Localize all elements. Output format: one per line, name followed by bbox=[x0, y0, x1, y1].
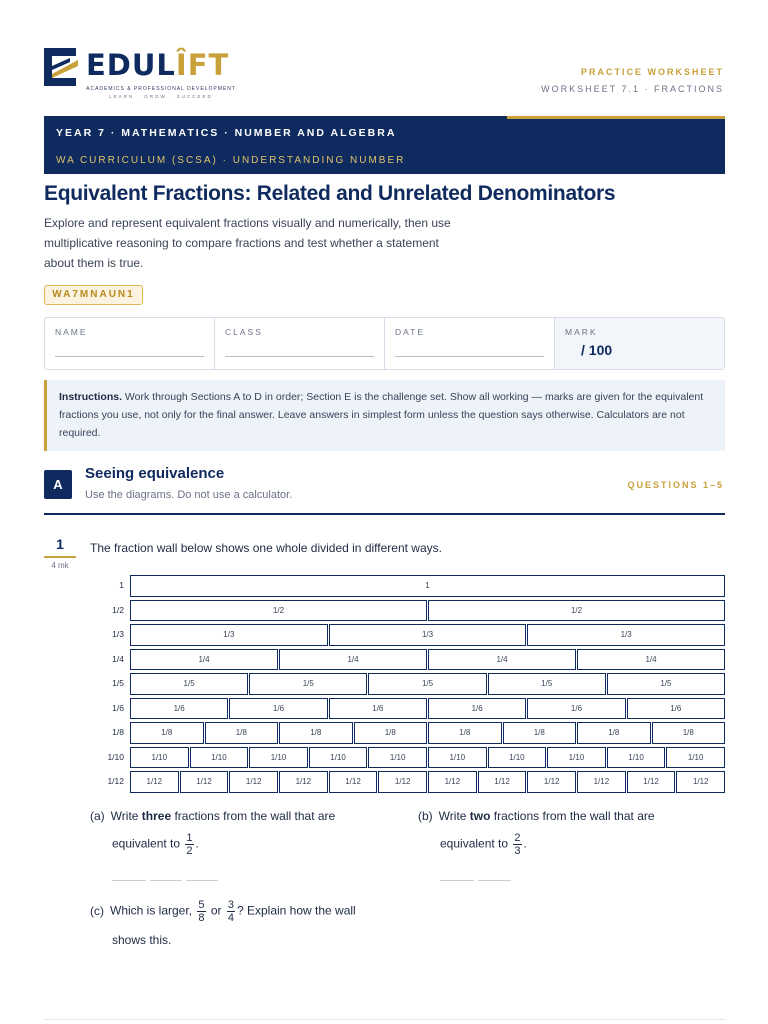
part-b-line-2: equivalent to $\frac{2}{3}$ . bbox=[440, 832, 527, 857]
fraction-cell: 1/6 bbox=[627, 698, 725, 720]
fraction-wall-row bbox=[100, 624, 725, 646]
fraction-cell: 1/12 bbox=[329, 771, 378, 793]
fraction-cell: 1/10 bbox=[249, 747, 308, 769]
fraction-cell: 1/8 bbox=[652, 722, 726, 744]
fraction-cell: 1/10 bbox=[309, 747, 368, 769]
fraction-one-half: $\frac{1}{2}$ bbox=[186, 832, 193, 857]
banner-line-1: YEAR 7 · MATHEMATICS · NUMBER AND ALGEBRA bbox=[56, 127, 397, 139]
fraction-cell: 1/12 bbox=[229, 771, 278, 793]
fraction-cell: 1/8 bbox=[577, 722, 651, 744]
fraction-wall-row bbox=[100, 673, 725, 695]
fraction-wall bbox=[100, 575, 725, 796]
fraction-wall-row bbox=[100, 747, 725, 769]
fraction-cell: 1/12 bbox=[627, 771, 676, 793]
row-label: 1/4 bbox=[112, 653, 124, 664]
fraction-cell: 1/12 bbox=[378, 771, 427, 793]
question-number: 1 bbox=[56, 536, 64, 552]
row-label: 1/6 bbox=[112, 702, 124, 713]
fraction-cell: 1/8 bbox=[205, 722, 279, 744]
fraction-cell: 1/12 bbox=[527, 771, 576, 793]
fraction-cell: 1 bbox=[130, 575, 725, 597]
row-cells bbox=[130, 624, 725, 646]
page-title: Equivalent Fractions: Related and Unrelated Denominators bbox=[44, 182, 616, 205]
fraction-wall-row bbox=[100, 771, 725, 793]
row-label: 1/3 bbox=[112, 629, 124, 639]
fraction-cell: 1/3 bbox=[130, 624, 328, 646]
fraction-cell: 1/8 bbox=[354, 722, 428, 744]
fraction-cell: 1/8 bbox=[279, 722, 353, 744]
brand-motto: LEARN · GROW · SUCCEED bbox=[109, 94, 213, 99]
fraction-wall-row bbox=[100, 722, 725, 744]
fraction-cell: 1/5 bbox=[488, 673, 606, 695]
footer-divider bbox=[44, 1019, 725, 1020]
fraction-cell: 1/12 bbox=[428, 771, 477, 793]
fraction-cell: 1/12 bbox=[478, 771, 527, 793]
fraction-cell: 1/10 bbox=[666, 747, 725, 769]
row-label: 1/8 bbox=[112, 727, 124, 737]
row-label: 1/12 bbox=[107, 776, 124, 786]
section-title: Seeing equivalence bbox=[85, 465, 225, 482]
worksheet-kicker: PRACTICE WORKSHEET bbox=[580, 67, 724, 77]
fraction-cell: 1/2 bbox=[130, 600, 427, 622]
brand-name: EDULÎFT bbox=[86, 48, 230, 82]
fraction-cell: 1/4 bbox=[577, 649, 725, 671]
mark-total: / 100 bbox=[581, 342, 613, 358]
answer-line[interactable] bbox=[440, 880, 474, 881]
fraction-cell: 1/6 bbox=[229, 698, 327, 720]
brand-tagline: ACADEMICS & PROFESSIONAL DEVELOPMENT bbox=[86, 86, 236, 92]
part-c-line-1: (c) Which is larger, $\frac{5}{8}$ or $\frac{3}{4}$ ? Explain how the wall bbox=[90, 899, 356, 924]
fraction-cell: 1/10 bbox=[428, 747, 487, 769]
fraction-wall-row bbox=[100, 600, 725, 622]
fraction-cell: 1/6 bbox=[527, 698, 625, 720]
part-a-line-2: equivalent to $\frac{1}{2}$ . bbox=[112, 832, 199, 857]
date-field[interactable]: DATE bbox=[385, 318, 555, 369]
student-details bbox=[44, 317, 725, 370]
fraction-cell: 1/2 bbox=[428, 600, 725, 622]
row-cells bbox=[130, 600, 725, 622]
answer-line[interactable] bbox=[186, 880, 218, 881]
row-label: 1 bbox=[119, 580, 124, 590]
banner-line-2: WA CURRICULUM (SCSA) · UNDERSTANDING NUMBER bbox=[56, 155, 406, 166]
page-intro: Explore and represent equivalent fractions visually and numerically, then use multiplicative reasoning to compare fractions and test whether a statement about them is true. bbox=[44, 216, 451, 270]
fraction-cell: 1/12 bbox=[180, 771, 229, 793]
name-field[interactable]: NAME bbox=[45, 318, 215, 369]
part-a-line-1: (a) Write three fractions from the wall that are bbox=[90, 809, 336, 823]
question-text: The fraction wall below shows one whole divided in different ways. bbox=[90, 541, 442, 555]
fraction-cell: 1/3 bbox=[527, 624, 725, 646]
fraction-wall-row bbox=[100, 649, 725, 671]
row-cells bbox=[130, 771, 725, 793]
fraction-cell: 1/12 bbox=[279, 771, 328, 793]
part-c-line-2: shows this. bbox=[112, 933, 172, 947]
fraction-cell: 1/10 bbox=[488, 747, 547, 769]
fraction-cell: 1/5 bbox=[130, 673, 248, 695]
fraction-cell: 1/4 bbox=[130, 649, 278, 671]
row-label: 1/10 bbox=[107, 751, 124, 762]
fraction-cell: 1/6 bbox=[428, 698, 526, 720]
question-marks: 4 mk bbox=[51, 561, 69, 570]
fraction-wall-row bbox=[100, 698, 725, 720]
fraction-cell: 1/12 bbox=[130, 771, 179, 793]
section-divider bbox=[44, 513, 725, 515]
section-subtitle: Use the diagrams. Do not use a calculator. bbox=[85, 489, 293, 501]
fraction-wall-row bbox=[100, 575, 725, 597]
row-label: 1/2 bbox=[112, 604, 124, 615]
row-cells bbox=[130, 673, 725, 695]
row-cells bbox=[130, 575, 725, 597]
instructions-box: Instructions. Work through Sections A to D in order; Section E is the challenge set. Show all working — marks are given for the equivalent fractions you use, not only for the final answer. Leave answers in simplest form unless the question says otherwise. Calculators are not required. bbox=[44, 380, 725, 451]
fraction-cell: 1/4 bbox=[279, 649, 427, 671]
fraction-cell: 1/10 bbox=[607, 747, 666, 769]
fraction-cell: 1/6 bbox=[329, 698, 427, 720]
fraction-cell: 1/10 bbox=[368, 747, 427, 769]
mark-field: MARK / 100 bbox=[555, 318, 724, 369]
fraction-cell: 1/8 bbox=[130, 722, 204, 744]
fraction-three-quarters: $\frac{3}{4}$ bbox=[227, 899, 234, 924]
part-b-line-1: (b) Write two fractions from the wall that are bbox=[418, 809, 655, 823]
row-cells bbox=[130, 747, 725, 769]
fraction-cell: 1/8 bbox=[428, 722, 502, 744]
worksheet-id: WORKSHEET 7.1 · FRACTIONS bbox=[541, 84, 724, 94]
fraction-cell: 1/5 bbox=[368, 673, 486, 695]
class-field[interactable]: CLASS bbox=[215, 318, 385, 369]
row-label: 1/5 bbox=[112, 678, 124, 688]
fraction-cell: 1/3 bbox=[329, 624, 527, 646]
curriculum-code-badge: WA7MNAUN1 bbox=[44, 285, 143, 305]
fraction-cell: 1/4 bbox=[428, 649, 576, 671]
fraction-cell: 1/10 bbox=[190, 747, 249, 769]
section-letter-badge: A bbox=[44, 470, 72, 499]
fraction-cell: 1/10 bbox=[130, 747, 189, 769]
fraction-cell: 1/12 bbox=[577, 771, 626, 793]
fraction-cell: 1/12 bbox=[676, 771, 725, 793]
fraction-cell: 1/6 bbox=[130, 698, 228, 720]
row-cells bbox=[130, 722, 725, 744]
answer-line[interactable] bbox=[478, 880, 511, 881]
edulift-mark-icon bbox=[42, 46, 82, 88]
fraction-five-eighths: $\frac{5}{8}$ bbox=[198, 899, 205, 924]
fraction-cell: 1/8 bbox=[503, 722, 577, 744]
curriculum-banner bbox=[44, 116, 725, 174]
banner-accent-bar bbox=[507, 116, 725, 119]
edulift-logo bbox=[42, 46, 242, 104]
section-question-range: QUESTIONS 1–5 bbox=[627, 480, 724, 490]
fraction-two-thirds: $\frac{2}{3}$ bbox=[514, 832, 521, 857]
answer-line[interactable] bbox=[112, 880, 146, 881]
question-number-underline bbox=[44, 556, 76, 558]
fraction-cell: 1/5 bbox=[607, 673, 725, 695]
fraction-cell: 1/5 bbox=[249, 673, 367, 695]
row-cells bbox=[130, 698, 725, 720]
fraction-cell: 1/10 bbox=[547, 747, 606, 769]
row-cells bbox=[130, 649, 725, 671]
answer-line[interactable] bbox=[150, 880, 182, 881]
